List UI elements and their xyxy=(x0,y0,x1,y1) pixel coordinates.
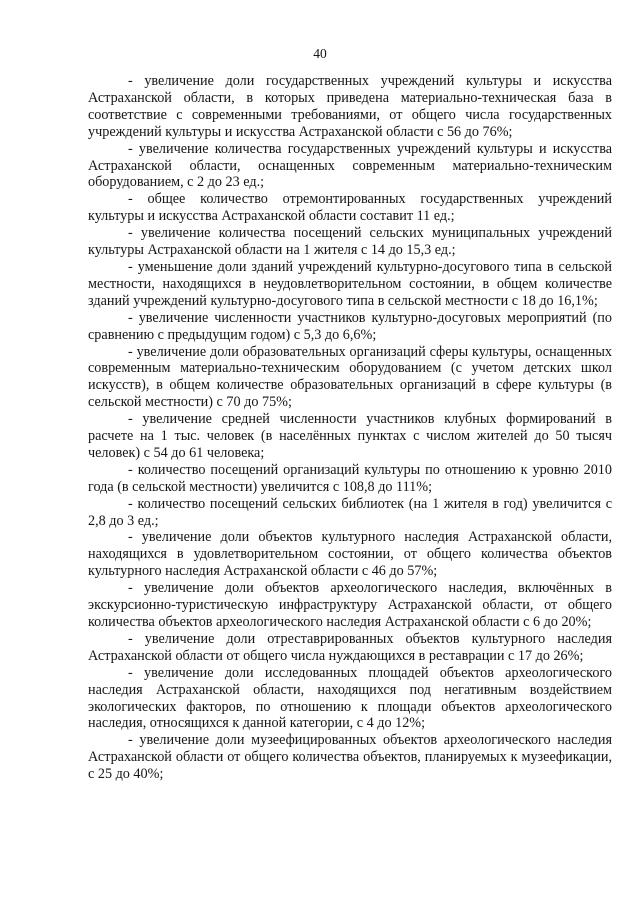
list-item: - увеличение средней численности участников клубных формирований в расчете на 1 тыс. человек (в населённых пунктах с числом жителей до 50 тысяч человек) с 54 до 61 человека; xyxy=(88,411,612,461)
list-item: - увеличение доли исследованных площадей объектов археологического наследия Астраханской области, находящихся под негативным воздействием экологических факторов, по отношению к площади объектов археологического наследия, относящихся к данной категории, с 4 до 12%; xyxy=(88,664,612,732)
list-item: - количество посещений организаций культуры по отношению к уровню 2010 года (в сельской местности) увеличится с 108,8 до 111%; xyxy=(88,461,612,495)
list-item: - увеличение численности участников культурно-досуговых мероприятий (по сравнению с предыдущим годом) с 5,3 до 6,6%; xyxy=(88,309,612,343)
list-item: - увеличение доли государственных учреждений культуры и искусства Астраханской области, в которых приведена материально-техническая база в соответствие с современными требованиями, от общего числа государственных учреждений культуры и искусства Астраханской области с 56 до 76%; xyxy=(88,73,612,140)
list-item: - уменьшение доли зданий учреждений культурно-досугового типа в сельской местности, находящихся в неудовлетворительном состоянии, в общем количестве зданий учреждений культурно-досугового типа в сельской местности с 18 до 16,1%; xyxy=(88,258,612,309)
list-item: - увеличение количества посещений сельских муниципальных учреждений культуры Астраханской области на 1 жителя с 14 до 15,3 ед.; xyxy=(88,225,612,259)
list-item: - увеличение доли образовательных организаций сферы культуры, оснащенных современным материально-техническим оборудованием (с учетом детских школ искусств), в общем количестве образовательных организаций в сфере культуры (в сельской местности) с 70 до 75%; xyxy=(88,343,612,411)
document-body xyxy=(88,73,612,783)
list-item: - увеличение количества государственных учреждений культуры и искусства Астраханской области, оснащенных современным материально-техническим оборудованием, с 2 до 23 ед.; xyxy=(88,140,612,191)
list-item: - количество посещений сельских библиотек (на 1 жителя в год) увеличится с 2,8 до 3 ед.; xyxy=(88,495,612,529)
list-item: - увеличение доли музеефицированных объектов археологического наследия Астраханской области от общего количества объектов, планируемых к музеефикации, с 25 до 40%; xyxy=(88,732,612,783)
list-item: - общее количество отремонтированных государственных учреждений культуры и искусства Астраханской области составит 11 ед.; xyxy=(88,191,612,225)
list-item: - увеличение доли отреставрированных объектов культурного наследия Астраханской области от общего числа нуждающихся в реставрации с 17 до 26%; xyxy=(88,630,612,664)
list-item: - увеличение доли объектов культурного наследия Астраханской области, находящихся в удовлетворительном состоянии, от общего количества объектов культурного наследия Астраханской области с 46 до 57%; xyxy=(88,529,612,580)
list-item: - увеличение доли объектов археологического наследия, включённых в экскурсионно-туристическую инфраструктуру Астраханской области, от общего количества объектов археологического наследия Астраханской области с 6 до 20%; xyxy=(88,580,612,630)
page-number: 40 xyxy=(313,46,327,61)
